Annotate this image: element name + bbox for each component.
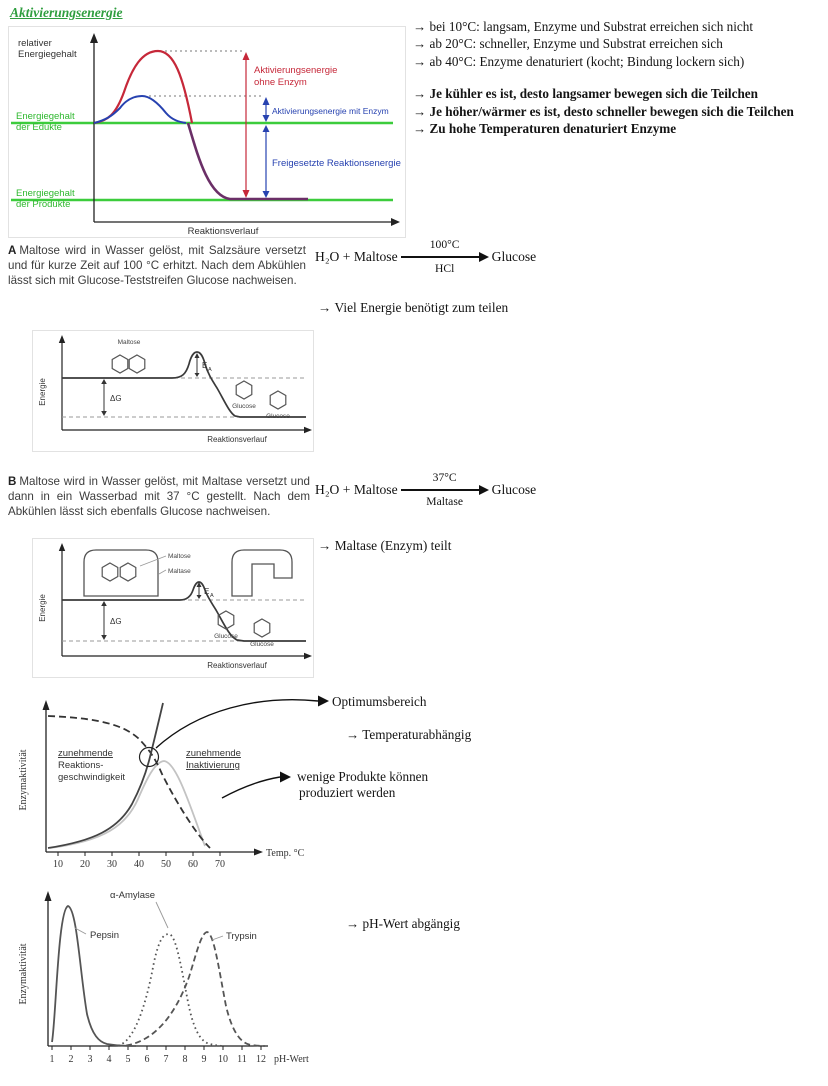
speed-label-line3: geschwindigkeit — [58, 772, 126, 783]
tick-1: 1 — [49, 1054, 55, 1065]
ea-label: E — [202, 361, 208, 370]
experiment-b-text: Maltose wird in Wasser gelöst, mit Maltase versetzt und dann in ein Wasserbad mit 37 °C gestellt. Nach dem Abkühlen lässt sich ebenfalls Glucose nachweisen. — [8, 475, 310, 519]
trypsin-label: Trypsin — [226, 931, 257, 942]
tick-9: 9 — [201, 1054, 207, 1065]
note-denature: → Zu hohe Temperaturen denaturiert Enzyme — [413, 121, 677, 137]
label-freigesetzte-energie: Freigesetzte Reaktionsenergie — [272, 158, 401, 169]
note-10c: → bei 10°C: langsam, Enzyme und Substrat erreichen sich nicht — [413, 19, 754, 34]
notes-spacer — [413, 70, 819, 85]
equation-b-reactants: H₂O + Maltose — [315, 482, 398, 497]
arrow-shaft — [401, 485, 489, 495]
ea-label-sub: A — [210, 593, 214, 599]
tick-11: 11 — [237, 1054, 247, 1065]
speed-label-line2: Reaktions- — [58, 760, 104, 771]
note-cooler: → Je kühler es ist, desto langsamer bewegen sich die Teilchen — [413, 86, 758, 102]
label-edukte-line2: der Edukte — [16, 122, 62, 133]
note-20c: → ab 20°C: schneller, Enzyme und Substrat erreichen sich — [413, 36, 723, 52]
optimum-arrowhead-icon — [318, 696, 329, 707]
maltose-label: Maltose — [168, 553, 191, 560]
tick-30: 30 — [107, 859, 117, 870]
maltose-label: Maltose — [117, 339, 141, 346]
tick-4: 4 — [106, 1054, 112, 1065]
tick-70: 70 — [215, 859, 225, 870]
pepsin-curve — [52, 906, 136, 1046]
experiment-b-paragraph — [8, 474, 310, 520]
equation-a-product: Glucose — [491, 249, 537, 264]
figure-frame — [33, 331, 314, 452]
few-products-line2: produziert werden — [299, 785, 396, 800]
few-products-pointer-curve — [222, 777, 280, 798]
reaction-arrow-b — [401, 471, 489, 509]
x-axis-label: Temp. °C — [266, 848, 305, 859]
pepsin-label: Pepsin — [90, 930, 120, 941]
glucose-label-2: Glucose — [250, 641, 274, 648]
equation-a-reactants: H₂O + Maltose — [315, 249, 398, 264]
tick-40: 40 — [134, 859, 144, 870]
equation-b-condition-top: 37°C — [432, 471, 457, 484]
note-warmer: → Je höher/wärmer es ist, desto schneller bewegen sich die Teilchen — [413, 103, 794, 119]
x-axis-label: pH-Wert — [274, 1054, 309, 1065]
arrowhead-icon — [479, 485, 489, 495]
optimum-annotation: Optimumsbereich — [332, 694, 427, 709]
tick-3: 3 — [87, 1054, 93, 1065]
note-maltase-splits: → Maltase (Enzym) teilt — [318, 538, 452, 553]
optimum-pointer-curve — [156, 700, 318, 748]
y-axis-label-line1: relativer — [18, 38, 52, 49]
experiment-b-marker: B — [8, 475, 17, 488]
activation-energy-figure — [8, 26, 406, 238]
glucose-label-2: Glucose — [266, 413, 290, 420]
delta-g-label: ΔG — [110, 617, 122, 626]
temperature-activity-figure — [8, 690, 560, 875]
label-ohne-enzym-line2: ohne Enzym — [254, 77, 307, 88]
delta-g-label: ΔG — [110, 394, 122, 403]
temperature-notes — [413, 18, 819, 137]
tick-2: 2 — [68, 1054, 74, 1065]
equation-a — [315, 238, 536, 276]
trypsin-leader-line — [212, 936, 223, 940]
equation-b-condition-bottom: Maltase — [426, 495, 463, 508]
reaction-a-energy-figure — [32, 330, 314, 452]
reaction-b-energy-figure — [32, 538, 314, 678]
arrowhead-icon — [479, 252, 489, 262]
amylase-leader-line — [156, 902, 168, 928]
tick-20: 20 — [80, 859, 90, 870]
equation-a-condition-top: 100°C — [429, 238, 460, 251]
x-axis-label: Reaktionsverlauf — [207, 435, 267, 444]
tick-5: 5 — [125, 1054, 131, 1065]
few-products-arrowhead-icon — [280, 772, 291, 783]
label-ohne-enzym-line1: Aktivierungsenergie — [254, 65, 338, 76]
few-products-line1: wenige Produkte können — [297, 769, 429, 784]
arrow-shaft — [401, 252, 489, 262]
equation-b — [315, 471, 536, 509]
y-axis-label-line2: Energiegehalt — [18, 49, 77, 60]
note-40c: → ab 40°C: Enzyme denaturiert (kocht; Bindung lockern sich) — [413, 53, 745, 69]
glucose-label-1: Glucose — [232, 403, 256, 410]
y-axis-label: Energie — [38, 378, 47, 406]
equation-b-product: Glucose — [491, 482, 537, 497]
x-axis-label: Reaktionsverlauf — [207, 661, 267, 670]
reaction-arrow-a — [401, 238, 489, 276]
ph-dependency-note: → pH-Wert abgängig — [346, 916, 460, 931]
ea-label: E — [204, 587, 210, 596]
speed-label-line1: zunehmende — [58, 748, 113, 759]
maltase-label: Maltase — [168, 568, 191, 575]
y-axis-label: Enzymaktivität — [18, 943, 29, 1005]
ph-activity-figure — [8, 878, 560, 1078]
experiment-a-marker: A — [8, 244, 17, 257]
inakt-label-line2: Inaktivierung — [186, 760, 240, 771]
experiment-a-paragraph — [8, 243, 306, 289]
tick-50: 50 — [161, 859, 171, 870]
x-axis-label: Reaktionsverlauf — [187, 226, 259, 237]
tick-8: 8 — [182, 1054, 188, 1065]
note-energy-needed: → Viel Energie benötigt zum teilen — [318, 300, 509, 315]
page-title: Aktivierungsenergie — [10, 5, 123, 20]
label-edukte-line1: Energiegehalt — [16, 111, 75, 122]
tick-60: 60 — [188, 859, 198, 870]
y-axis-label: Enzymaktivität — [18, 749, 29, 811]
amylase-curve — [118, 934, 224, 1046]
tick-7: 7 — [163, 1054, 169, 1065]
y-axis-label: Energie — [38, 594, 47, 622]
ea-label-sub: A — [208, 367, 212, 373]
tick-10: 10 — [218, 1054, 228, 1065]
label-produkte-line1: Energiegehalt — [16, 188, 75, 199]
tick-6: 6 — [144, 1054, 150, 1065]
equation-a-condition-bottom: HCl — [434, 262, 455, 275]
axes — [45, 891, 269, 1046]
experiment-a-text: Maltose wird in Wasser gelöst, mit Salzsäure versetzt und für kurze Zeit auf 100 °C erhitzt. Nach dem Abkühlen lässt sich mit Glucose-Teststreifen Glucose nachweisen. — [8, 244, 306, 288]
label-produkte-line2: der Produkte — [16, 199, 71, 210]
label-mit-enzym: Aktivierungsenergie mit Enzym — [272, 106, 389, 116]
tick-10: 10 — [53, 859, 63, 870]
temperature-dependency-note: → Temperaturabhängig — [346, 727, 472, 742]
tick-12: 12 — [256, 1054, 266, 1065]
amylase-label: α-Amylase — [110, 890, 156, 901]
glucose-label-1: Glucose — [214, 633, 238, 640]
inakt-label-line1: zunehmende — [186, 748, 241, 759]
